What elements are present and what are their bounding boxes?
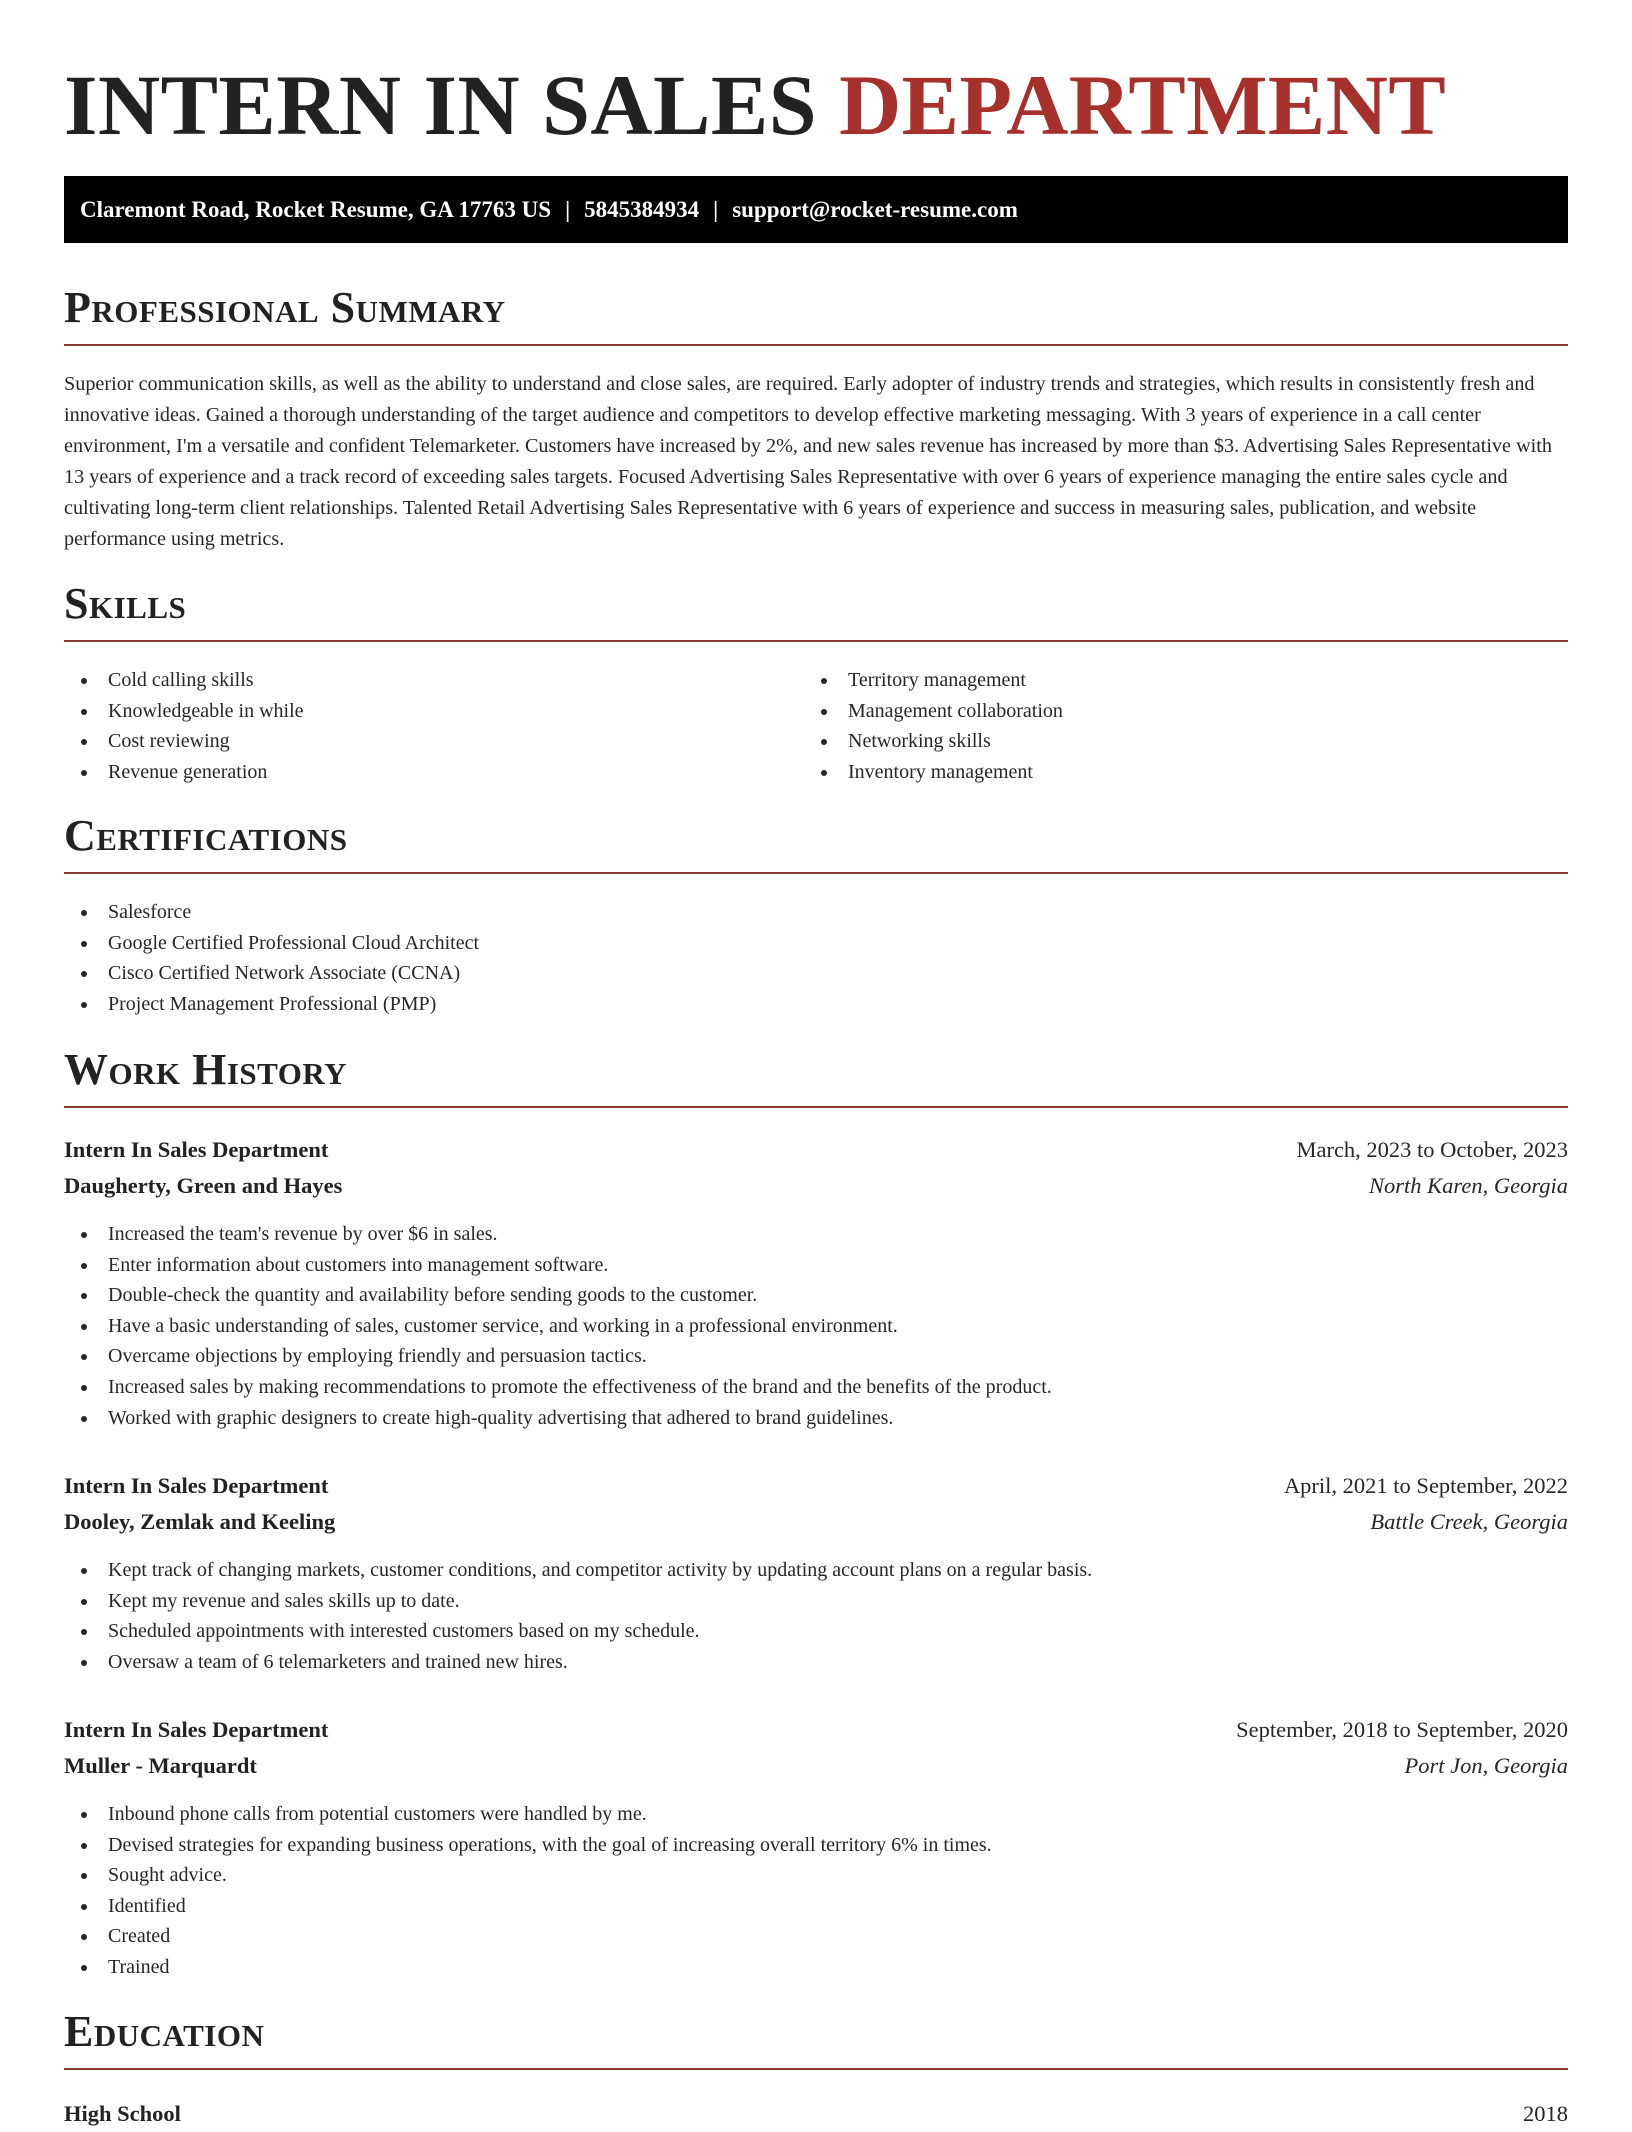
job-bullet: Increased the team's revenue by over $6 in sales. xyxy=(64,1219,1568,1250)
certification-item: Cisco Certified Network Associate (CCNA) xyxy=(64,958,1568,989)
job-bullets xyxy=(64,1219,1568,1433)
job-title: Intern In Sales Department xyxy=(64,1717,329,1742)
job-bullet: Increased sales by making recommendations to promote the effectiveness of the brand and the benefits of the product. xyxy=(64,1372,1568,1403)
job-dates: April, 2021 to September, 2022 xyxy=(1283,1473,1568,1498)
job-bullet: Devised strategies for expanding business operations, with the goal of increasing overall territory 6% in times. xyxy=(64,1830,1568,1861)
job-location: North Karen, Georgia xyxy=(1369,1173,1568,1198)
education-row xyxy=(64,2096,1568,2132)
job-header xyxy=(64,1468,1568,1540)
name-primary: INTERN IN SALES xyxy=(64,57,818,153)
section-title-certifications: Certifications xyxy=(64,810,1568,874)
job-bullet: Kept my revenue and sales skills up to date. xyxy=(64,1586,1568,1617)
job-bullet: Inbound phone calls from potential customers were handled by me. xyxy=(64,1799,1568,1830)
section-title-work-history: Work History xyxy=(64,1044,1568,1108)
education-year: 2018 xyxy=(1523,2101,1568,2126)
job-location: Port Jon, Georgia xyxy=(1404,1753,1568,1778)
job-company: Daugherty, Green and Hayes xyxy=(64,1173,343,1198)
certifications-list xyxy=(64,897,1568,1019)
skill-item: Revenue generation xyxy=(64,757,804,788)
job-bullet: Trained xyxy=(64,1952,1568,1983)
education-degree: High School xyxy=(64,2101,181,2126)
job-bullet: Created xyxy=(64,1921,1568,1952)
job-dates: March, 2023 to October, 2023 xyxy=(1296,1137,1568,1162)
skill-item: Management collaboration xyxy=(804,696,1544,727)
skill-item: Cost reviewing xyxy=(64,726,804,757)
contact-separator: | xyxy=(713,197,719,222)
job-bullet: Have a basic understanding of sales, customer service, and working in a professional environment. xyxy=(64,1311,1568,1342)
section-title-summary: Professional Summary xyxy=(64,282,1568,346)
job-bullet: Oversaw a team of 6 telemarketers and trained new hires. xyxy=(64,1647,1568,1678)
skill-item: Networking skills xyxy=(804,726,1544,757)
contact-bar xyxy=(64,176,1568,243)
certification-item: Salesforce xyxy=(64,897,1568,928)
job-bullet: Worked with graphic designers to create high-quality advertising that adhered to brand guidelines. xyxy=(64,1403,1568,1434)
job-bullet: Identified xyxy=(64,1891,1568,1922)
job-bullet: Scheduled appointments with interested customers based on my schedule. xyxy=(64,1616,1568,1647)
section-title-education: Education xyxy=(64,2006,1568,2070)
job-bullet: Double-check the quantity and availability before sending goods to the customer. xyxy=(64,1280,1568,1311)
job-bullet: Overcame objections by employing friendly and persuasion tactics. xyxy=(64,1341,1568,1372)
skill-item: Knowledgeable in while xyxy=(64,696,804,727)
job-bullet: Sought advice. xyxy=(64,1860,1568,1891)
job-location: Battle Creek, Georgia xyxy=(1370,1509,1568,1534)
job-bullet: Kept track of changing markets, customer conditions, and competitor activity by updating account plans on a regular basis. xyxy=(64,1555,1568,1586)
job-bullets xyxy=(64,1555,1568,1677)
job-company: Dooley, Zemlak and Keeling xyxy=(64,1509,336,1534)
name-accent: DEPARTMENT xyxy=(839,57,1447,153)
job-title: Intern In Sales Department xyxy=(64,1473,329,1498)
job-company: Muller - Marquardt xyxy=(64,1753,257,1778)
skills-list-left xyxy=(64,665,804,787)
section-title-skills: Skills xyxy=(64,578,1568,642)
skill-item: Territory management xyxy=(804,665,1544,696)
job-bullets xyxy=(64,1799,1568,1983)
contact-phone: 5845384934 xyxy=(584,197,700,222)
job-bullet: Enter information about customers into management software. xyxy=(64,1250,1568,1281)
contact-email[interactable]: support@rocket-resume.com xyxy=(732,197,1018,222)
job-header xyxy=(64,1132,1568,1204)
certification-item: Project Management Professional (PMP) xyxy=(64,989,1568,1020)
contact-address: Claremont Road, Rocket Resume, GA 17763 US xyxy=(80,197,552,222)
skill-item: Cold calling skills xyxy=(64,665,804,696)
skills-list-right xyxy=(804,665,1544,787)
certification-item: Google Certified Professional Cloud Architect xyxy=(64,928,1568,959)
summary-text: Superior communication skills, as well as the ability to understand and close sales, are required. Early adopter of industry trends and strategies, which results in consistently fresh and innovative ideas. Gained a thorough understanding of the target audience and competitors to develop effective marketing messaging. With 3 years of experience in a call center environment, I'm a versatile and confident Telemarketer. Customers have increased by 2%, and new sales revenue has increased by more than $3. Advertising Sales Representative with 13 years of experience and a track record of exceeding sales targets. Focused Advertising Sales Representative with over 6 years of experience managing the entire sales cycle and cultivating long-term client relationships. Talented Retail Advertising Sales Representative with 6 years of experience and success in measuring sales, publication, and website performance using metrics. xyxy=(64,373,1552,550)
resume-name xyxy=(64,55,1446,155)
job-header xyxy=(64,1712,1568,1784)
job-dates: September, 2018 to September, 2020 xyxy=(1236,1717,1568,1742)
skill-item: Inventory management xyxy=(804,757,1544,788)
job-title: Intern In Sales Department xyxy=(64,1137,329,1162)
contact-separator: | xyxy=(565,197,571,222)
